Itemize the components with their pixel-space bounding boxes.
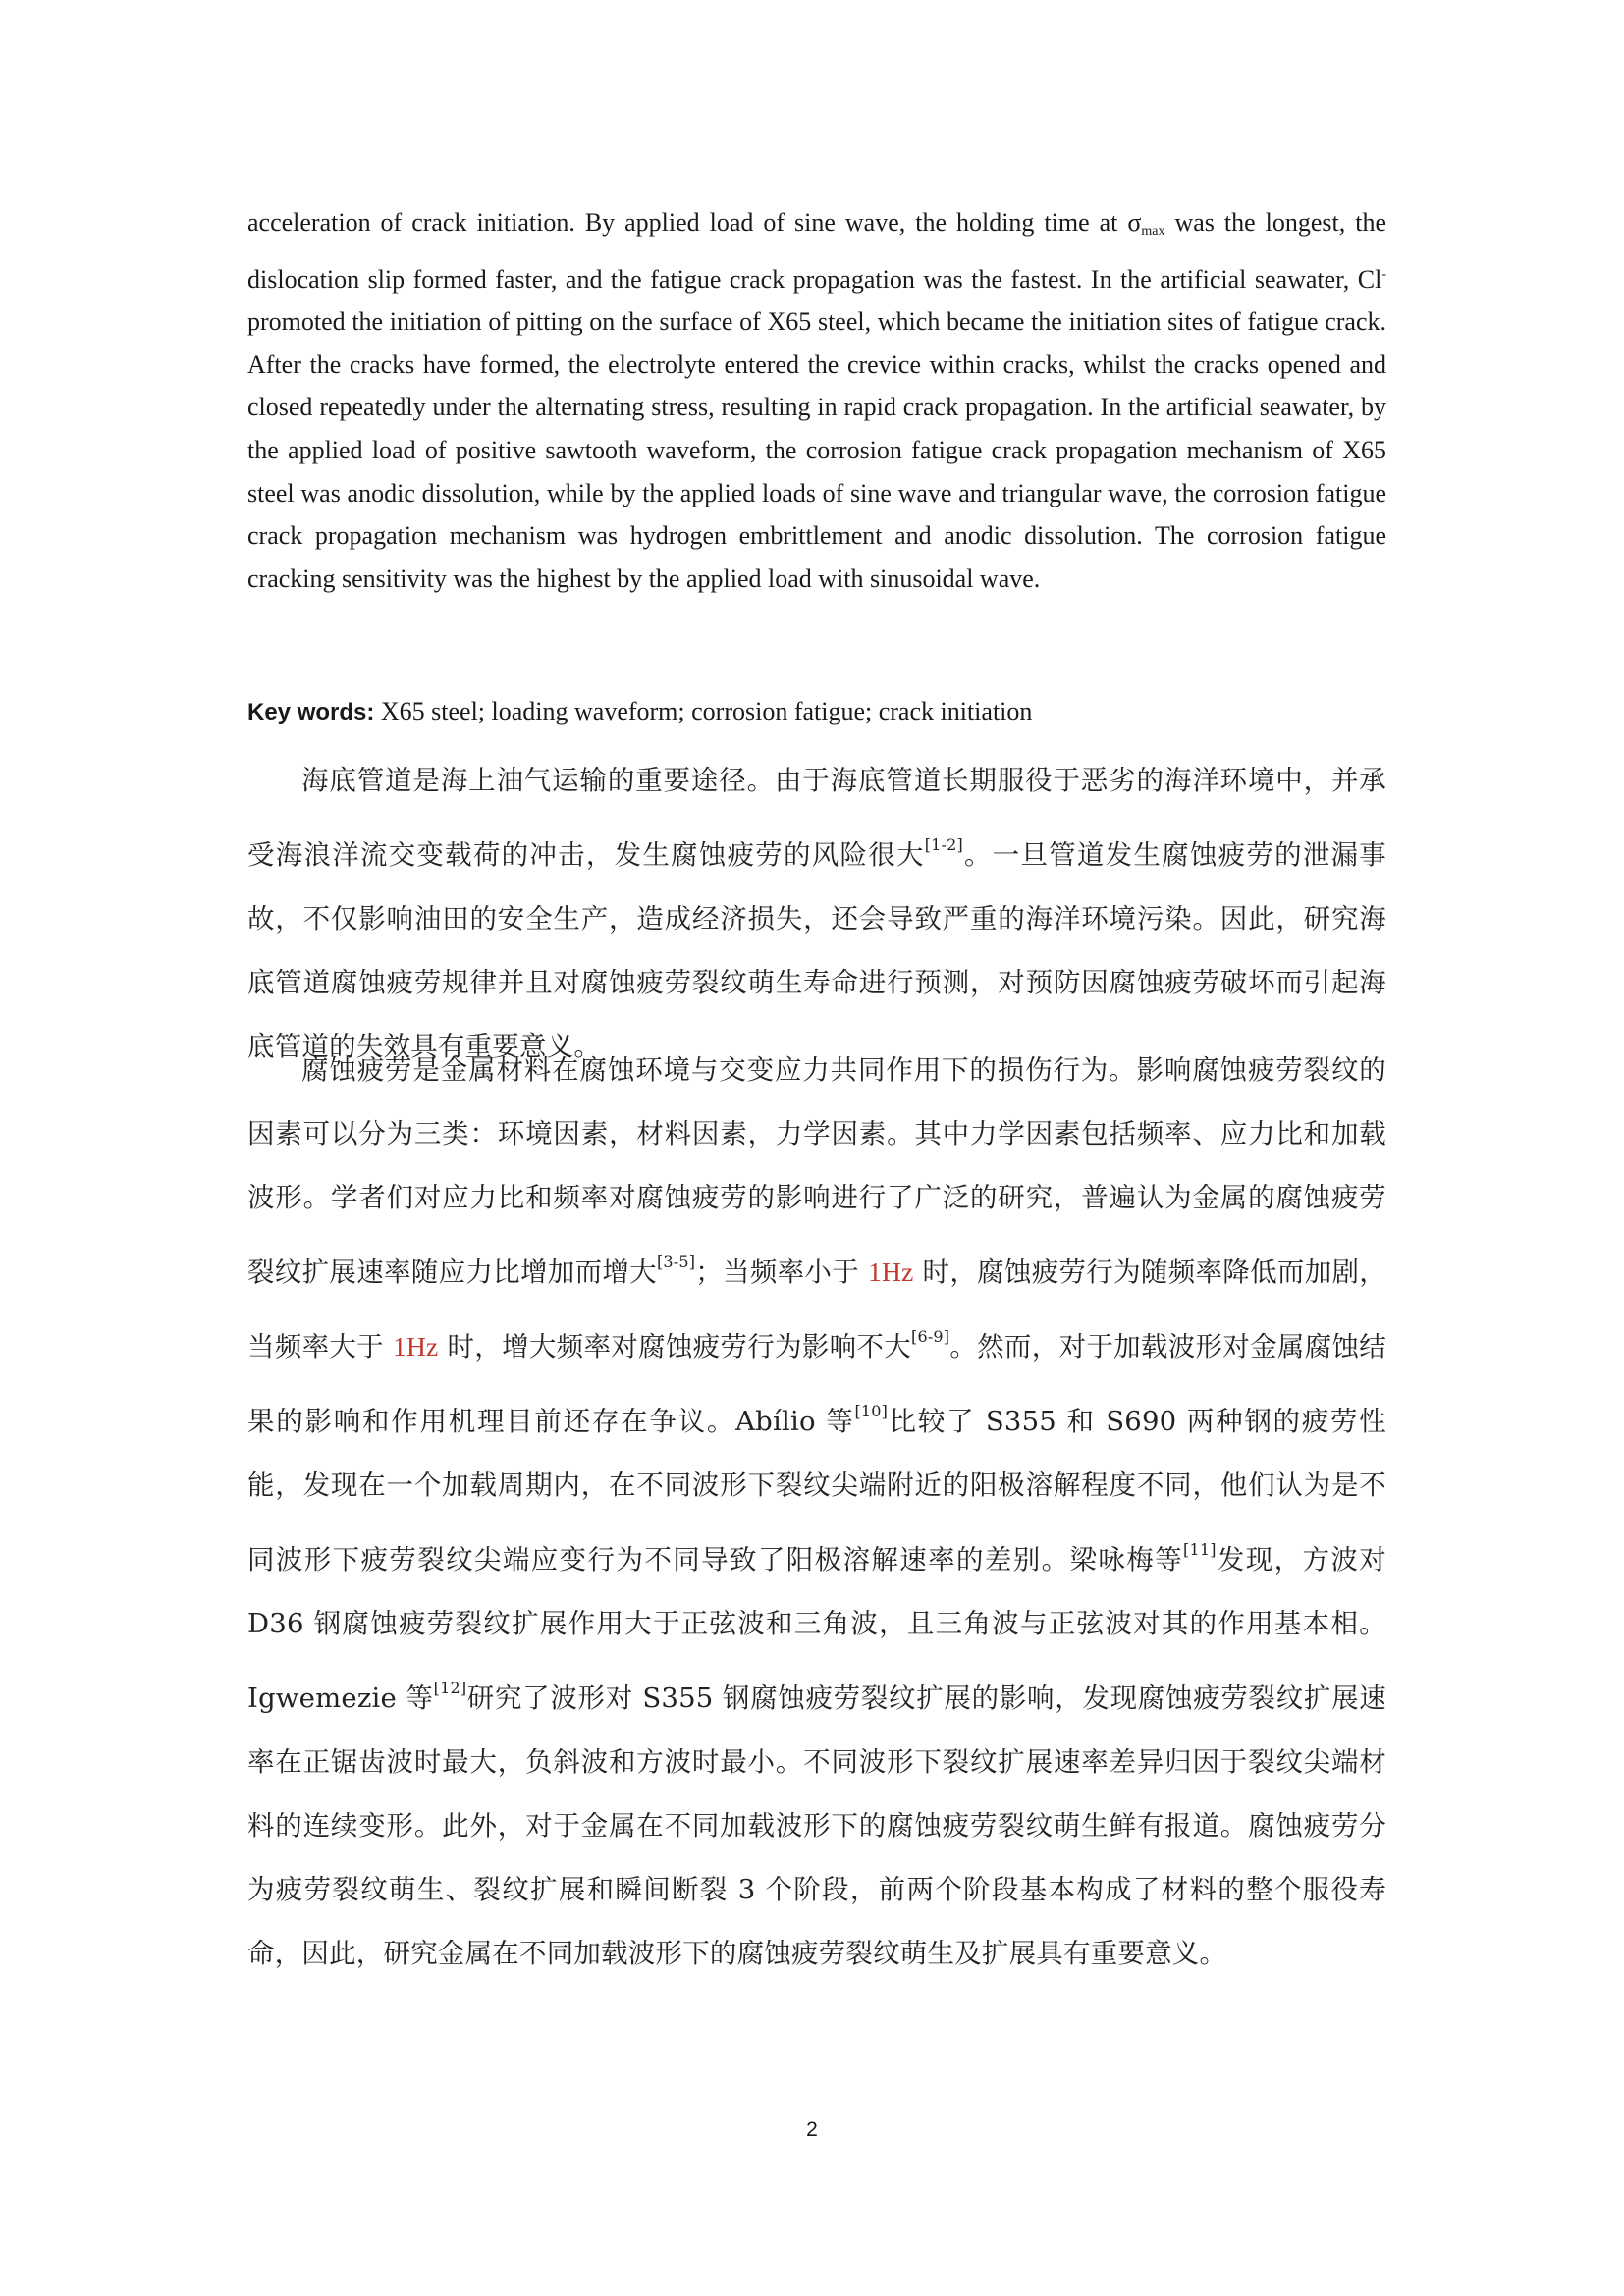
abstract-text-1: acceleration of crack initiation. By applied load of sine wave, the holding time at σ	[247, 208, 1142, 237]
sigma-subscript: max	[1141, 224, 1165, 239]
para2-text-7: 发现，方波对 D36 钢腐蚀疲劳裂纹扩展作用大于正弦波和三角波，且三角波与正弦波对其的作用基本相。Igwemezie 等	[247, 1544, 1386, 1714]
citation: [12]	[433, 1679, 467, 1697]
page-number: 2	[806, 2118, 818, 2141]
citation: [10]	[854, 1402, 889, 1420]
para1-text-2: 。一旦管道发生腐蚀疲劳的泄漏事故，不仅影响油田的安全生产，造成经济损失，还会导致严重的海洋环境污染。因此，研究海底管道腐蚀疲劳规律并且对腐蚀疲劳裂纹萌生寿命进行预测，对预防因腐蚀疲劳破坏而引起海底管道的失效具有重要意义。	[247, 839, 1386, 1062]
para2-text-3: 时，腐蚀疲劳行为随频率降低而加剧，当频率大于	[247, 1256, 1386, 1362]
para1-text-1: 海底管道是海上油气运输的重要途径。由于海底管道长期服役于恶劣的海洋环境中，并承受海浪洋流交变载荷的冲击，发生腐蚀疲劳的风险很大	[247, 765, 1386, 871]
intro-paragraph-1	[247, 749, 1386, 1079]
keywords-text: X65 steel; loading waveform; corrosion fatigue; crack initiation	[374, 697, 1033, 725]
citation: [1-2]	[924, 835, 963, 854]
abstract-text-3: promoted the initiation of pitting on the surface of X65 steel, which became the initiation sites of fatigue crack. After the cracks have formed, the electrolyte entered the crevice within cracks, whilst the cracks opened and closed repeatedly under the alternating stress, resulting in rapid crack propagation. In the artificial seawater, by the applied load of positive sawtooth waveform, the corrosion fatigue crack propagation mechanism of X65 steel was anodic dissolution, while by the applied loads of sine wave and triangular wave, the corrosion fatigue crack propagation mechanism was hydrogen embrittlement and anodic dissolution. The corrosion fatigue cracking sensitivity was the highest by the applied load with sinusoidal wave.	[247, 307, 1386, 593]
citation: [6-9]	[911, 1327, 950, 1346]
para2-text-2: ；当频率小于	[695, 1256, 869, 1288]
frequency-highlight: 1Hz	[393, 1331, 439, 1362]
citation: [11]	[1183, 1540, 1217, 1559]
chloride-superscript: -	[1381, 266, 1386, 282]
frequency-highlight: 1Hz	[868, 1256, 914, 1287]
keywords-label: Key words:	[247, 699, 375, 725]
citation: [3-5]	[656, 1253, 696, 1271]
abstract-paragraph	[247, 201, 1386, 600]
para2-text-4: 时，增大频率对腐蚀疲劳行为影响不大	[438, 1331, 911, 1362]
para2-text-6: 比较了 S355 和 S690 两种钢的疲劳性能，发现在一个加载周期内，在不同波形下裂纹尖端附近的阳极溶解程度不同，他们认为是不同波形下疲劳裂纹尖端应变行为不同导致了阳极溶解速率的差别。梁咏梅等	[247, 1406, 1386, 1575]
abstract-text-2: was the longest, the dislocation slip formed faster, and the fatigue crack propagation was the fastest. In the artificial seawater, Cl	[247, 208, 1386, 294]
para2-text-1: 腐蚀疲劳是金属材料在腐蚀环境与交变应力共同作用下的损伤行为。影响腐蚀疲劳裂纹的因素可以分为三类：环境因素，材料因素，力学因素。其中力学因素包括频率、应力比和加载波形。学者们对应力比和频率对腐蚀疲劳的影响进行了广泛的研究，普遍认为金属的腐蚀疲劳裂纹扩展速率随应力比增加而增大	[247, 1054, 1386, 1288]
intro-paragraph-2	[247, 1039, 1386, 1986]
para2-text-5: 。然而，对于加载波形对金属腐蚀结果的影响和作用机理目前还存在争议。Abílio 等	[247, 1331, 1386, 1437]
keywords-line	[247, 692, 1386, 732]
para2-text-8: 研究了波形对 S355 钢腐蚀疲劳裂纹扩展的影响，发现腐蚀疲劳裂纹扩展速率在正锯齿波时最大，负斜波和方波时最小。不同波形下裂纹扩展速率差异归因于裂纹尖端材料的连续变形。此外，对于金属在不同加载波形下的腐蚀疲劳裂纹萌生鲜有报道。腐蚀疲劳分为疲劳裂纹萌生、裂纹扩展和瞬间断裂 3 个阶段，前两个阶段基本构成了材料的整个服役寿命，因此，研究金属在不同加载波形下的腐蚀疲劳裂纹萌生及扩展具有重要意义。	[247, 1682, 1386, 1969]
